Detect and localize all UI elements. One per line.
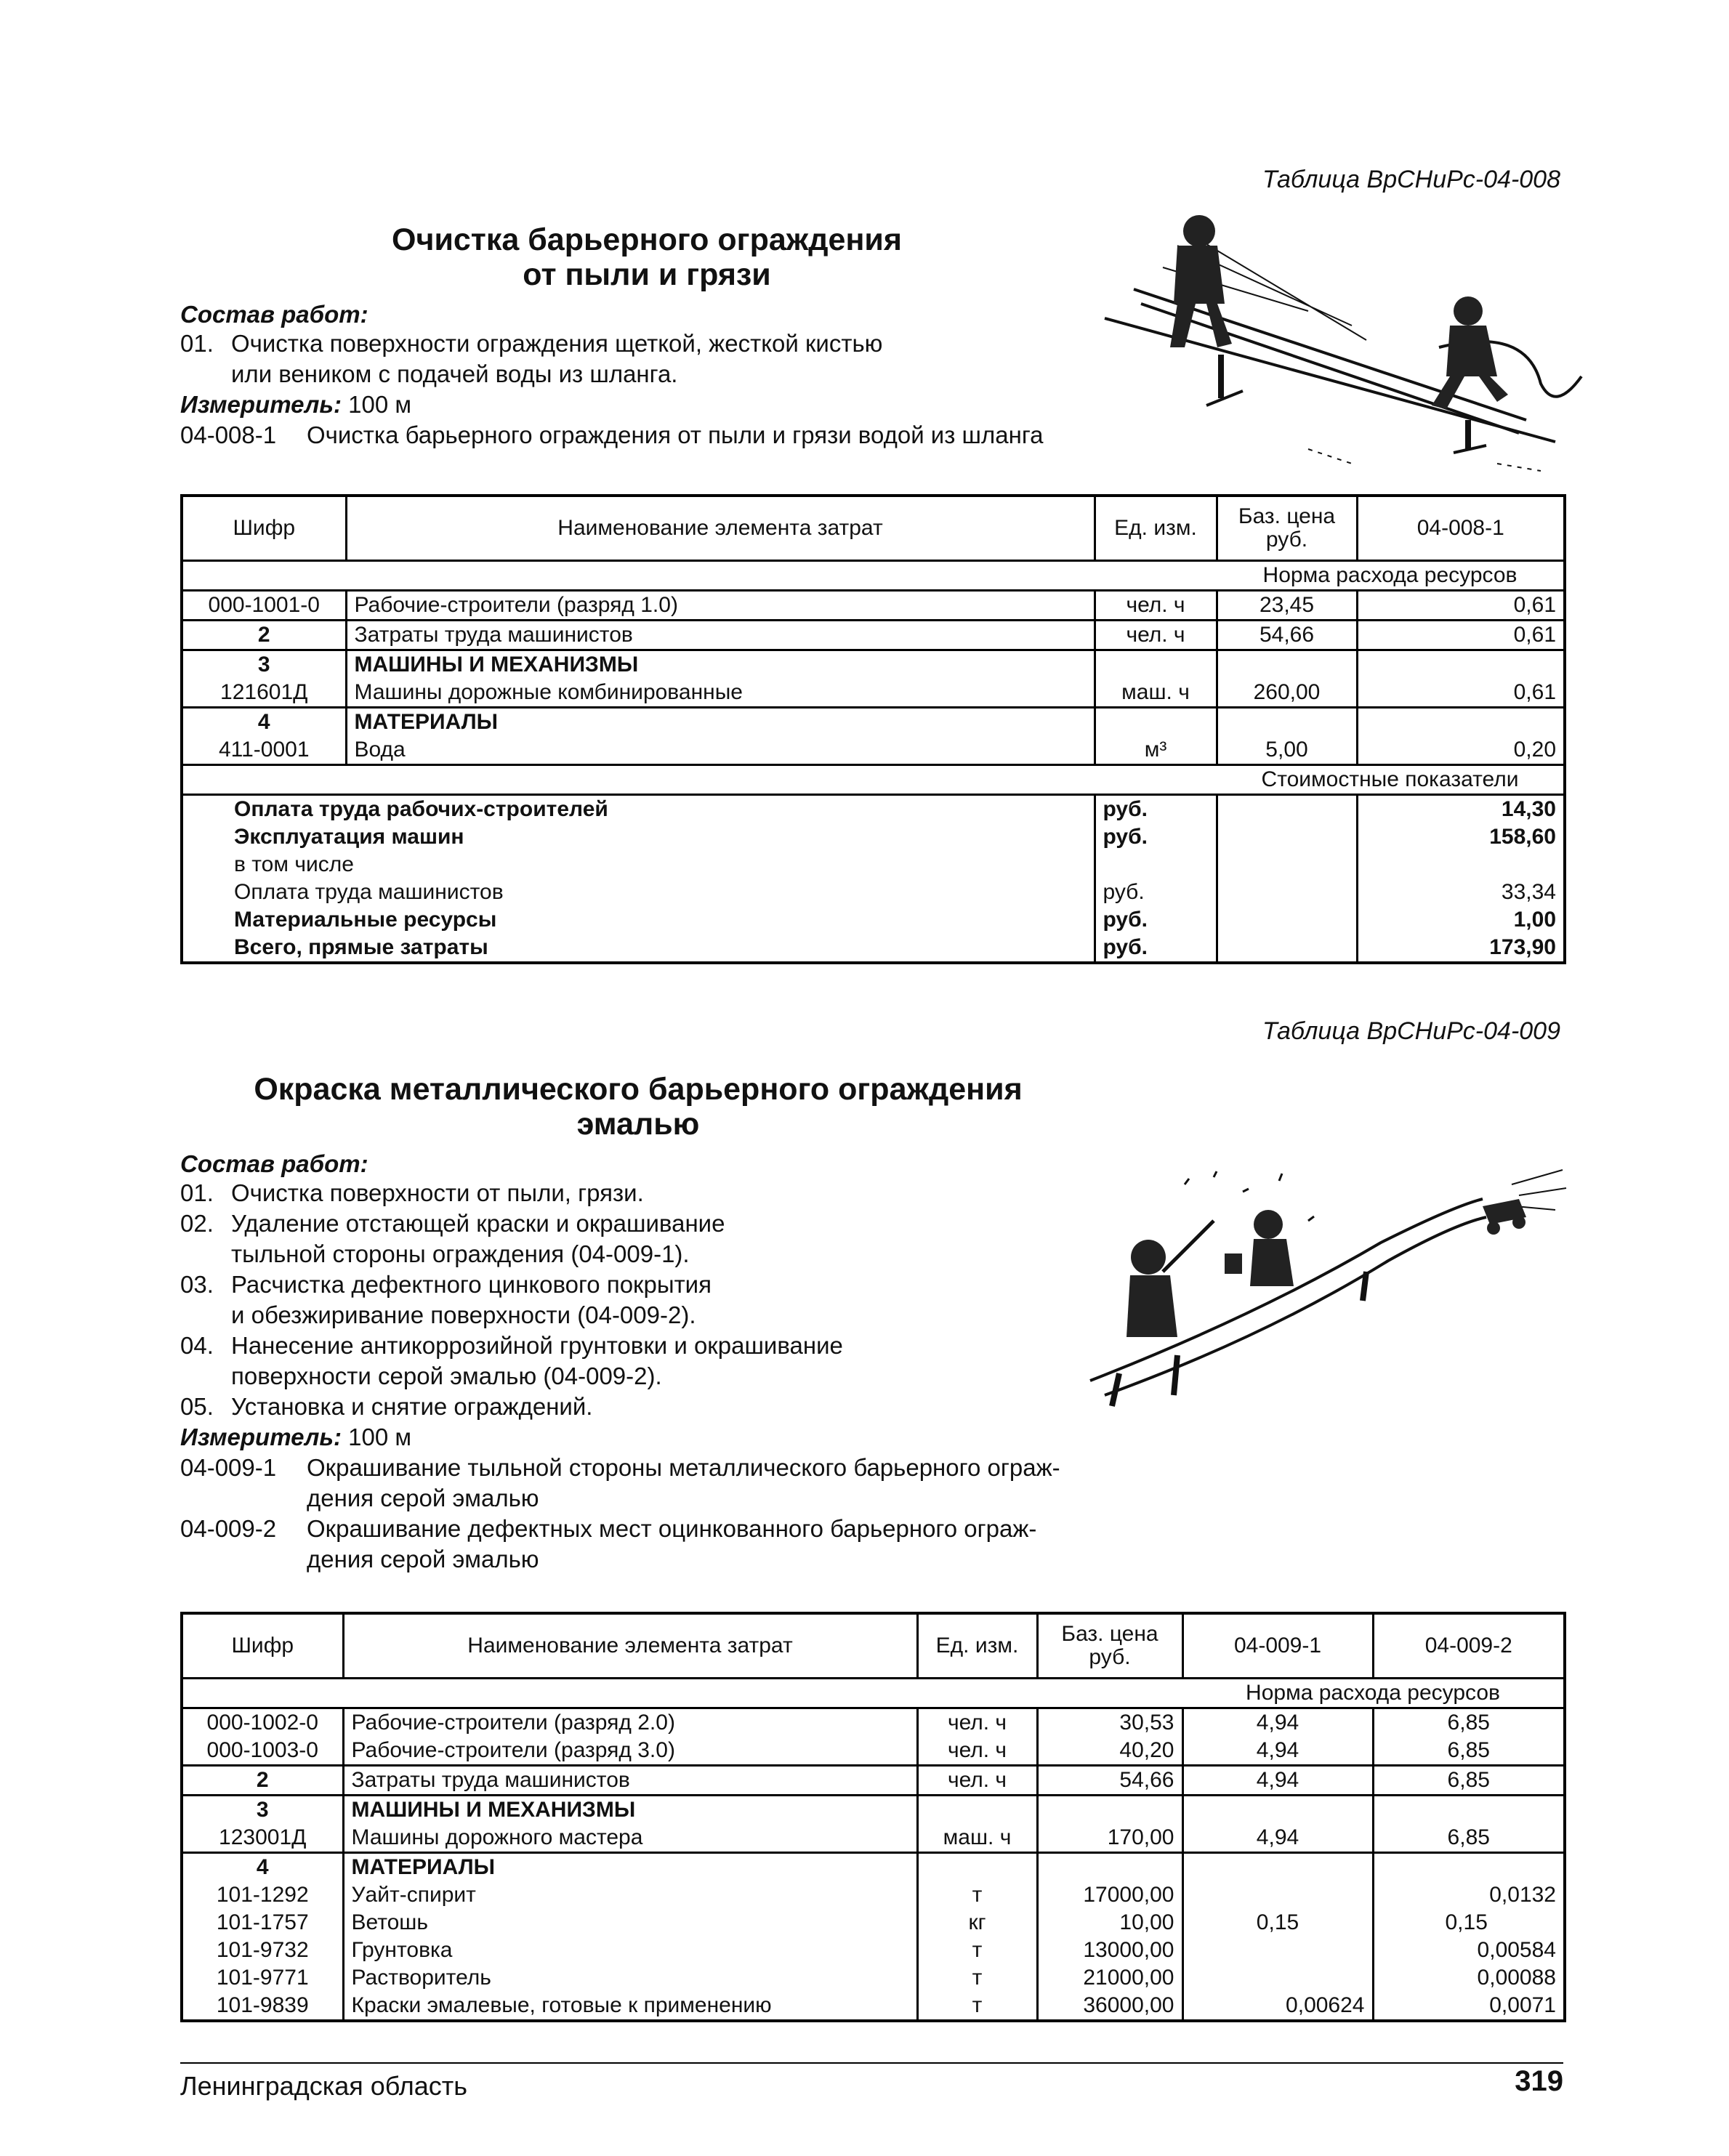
- cell-code: 000-1003-0: [182, 1737, 343, 1766]
- cell-name: Машины дорожного мастера: [343, 1824, 917, 1853]
- cell-value: 0,00624: [1182, 1992, 1373, 2021]
- cell-unit: т: [917, 1937, 1037, 1964]
- cost-value: 158,60: [1357, 823, 1565, 851]
- work-item: [180, 1331, 1060, 1361]
- work-text: Расчистка дефектного цинкового покрытия: [231, 1271, 712, 1298]
- col-header-norm: 04-009-2: [1373, 1613, 1565, 1679]
- item-text-cont: дения серой эмалью: [307, 1485, 539, 1511]
- cell-value: 6,85: [1373, 1708, 1565, 1737]
- cost-unit: руб.: [1095, 934, 1217, 963]
- resource-table-04-009: [180, 1612, 1566, 2022]
- norm-caption: Норма расхода ресурсов: [1182, 1679, 1565, 1708]
- cost-name: Материальные ресурсы: [234, 908, 497, 932]
- works-label: Состав работ:: [180, 1150, 368, 1177]
- cell-value: 0,00584: [1373, 1937, 1565, 1964]
- table-row: [182, 1737, 1565, 1766]
- cost-value: 14,30: [1357, 795, 1565, 824]
- cell-code: 2: [182, 1766, 343, 1796]
- table-row: [182, 591, 1565, 621]
- table-row: [182, 679, 1565, 708]
- cost-value: [1357, 851, 1565, 879]
- cell-value: [1182, 1853, 1373, 1882]
- cell-value: 0,61: [1357, 621, 1565, 650]
- cell-price: 170,00: [1037, 1824, 1182, 1853]
- cell-price: [1037, 1796, 1182, 1825]
- cell-unit: чел. ч: [917, 1766, 1037, 1796]
- work-item-cont: поверхности серой эмалью (04-009-2).: [231, 1362, 662, 1389]
- cell-unit: чел. ч: [917, 1708, 1037, 1737]
- work-text: Очистка поверхности ограждения щеткой, жесткой кистью: [231, 330, 883, 357]
- cleaning-workers-illustration: [1090, 202, 1584, 478]
- item-text: Окрашивание дефектных мест оцинкованного барьерного ограж-: [307, 1515, 1037, 1542]
- cell-value: 0,15: [1373, 1909, 1565, 1937]
- cost-unit: руб.: [1095, 879, 1217, 906]
- cell-unit: [917, 1853, 1037, 1882]
- col-header-norm: 04-009-1: [1182, 1613, 1373, 1679]
- work-item-cont: или веником с подачей воды из шланга.: [231, 360, 678, 387]
- table-row: [182, 1853, 1565, 1882]
- painting-workers-illustration: [1076, 1155, 1570, 1417]
- cell-price: 5,00: [1217, 736, 1357, 765]
- title-line: Очистка барьерного ограждения: [392, 222, 902, 257]
- work-num: 04.: [180, 1332, 214, 1359]
- cell-value: 0,15: [1182, 1909, 1373, 1937]
- cell-name: Рабочие-строители (разряд 1.0): [346, 591, 1095, 621]
- cost-unit: [1095, 851, 1217, 879]
- work-num: 05.: [180, 1393, 214, 1420]
- title-line: эмалью: [576, 1107, 700, 1142]
- cell-value: 6,85: [1373, 1824, 1565, 1853]
- col-header-code: Шифр: [182, 496, 346, 561]
- col-header-code: Шифр: [182, 1613, 343, 1679]
- cell-unit: [917, 1796, 1037, 1825]
- cell-unit: [1095, 650, 1217, 679]
- cell-unit: чел. ч: [917, 1737, 1037, 1766]
- item-text-cont: дения серой эмалью: [307, 1546, 539, 1572]
- cell-value: [1182, 1937, 1373, 1964]
- cell-code: 101-1292: [216, 1883, 309, 1907]
- section-title: [180, 1072, 1096, 1142]
- cell-code: 101-9771: [216, 1966, 309, 1990]
- cell-price: [1037, 1853, 1182, 1882]
- title-line: Окраска металлического барьерного ограждения: [254, 1072, 1023, 1107]
- work-num: 01.: [180, 330, 214, 357]
- table-row: [182, 1796, 1565, 1825]
- cell-unit: маш. ч: [1095, 679, 1217, 708]
- cost-row: [182, 851, 1565, 879]
- footer-region: Ленинградская область: [180, 2071, 468, 2101]
- title-line: от пыли и грязи: [523, 257, 771, 292]
- resource-table-04-008: [180, 494, 1566, 964]
- work-item: [180, 1208, 1060, 1239]
- cell-value: [1357, 650, 1565, 679]
- cell-value: 4,94: [1182, 1737, 1373, 1766]
- cell-name: Уайт-спирит: [343, 1881, 917, 1909]
- cost-row: [182, 879, 1565, 906]
- cell-name: МАТЕРИАЛЫ: [343, 1853, 917, 1882]
- cell-value: [1357, 708, 1565, 737]
- work-item: [180, 328, 1044, 359]
- cell-unit: чел. ч: [1095, 621, 1217, 650]
- cell-price: 23,45: [1217, 591, 1357, 621]
- table-row: [182, 1708, 1565, 1737]
- cell-price: [1217, 708, 1357, 737]
- col-header-price: Баз. цена руб.: [1217, 496, 1357, 561]
- cell-code: 101-9839: [216, 1993, 309, 2017]
- cell-price: 30,53: [1037, 1708, 1182, 1737]
- cell-name: Рабочие-строители (разряд 2.0): [343, 1708, 917, 1737]
- table-row: [182, 1766, 1565, 1796]
- cell-name: Ветошь: [343, 1909, 917, 1937]
- meter-value: 100 м: [348, 1424, 412, 1450]
- cell-code: 2: [182, 621, 346, 650]
- cell-name: Вода: [346, 736, 1095, 765]
- cost-row: [182, 906, 1565, 934]
- cell-value: 0,0132: [1373, 1881, 1565, 1909]
- cost-name: Оплата труда рабочих-строителей: [234, 797, 608, 821]
- work-item-cont: и обезжиривание поверхности (04-009-2).: [231, 1301, 696, 1328]
- item-code: 04-009-1: [180, 1454, 277, 1481]
- cell-value: 0,00088: [1373, 1964, 1565, 1992]
- cell-code: 3: [256, 1798, 269, 1822]
- cell-name: Рабочие-строители (разряд 3.0): [343, 1737, 917, 1766]
- work-text: Очистка поверхности от пыли, грязи.: [231, 1179, 644, 1206]
- cell-value: [1182, 1881, 1373, 1909]
- cost-name: в том числе: [234, 852, 354, 876]
- cell-name: Краски эмалевые, готовые к применению: [343, 1992, 917, 2021]
- col-header-name: Наименование элемента затрат: [346, 496, 1095, 561]
- footer-rule: [180, 2062, 1563, 2064]
- cell-unit: кг: [917, 1909, 1037, 1937]
- cell-unit: т: [917, 1964, 1037, 1992]
- cost-row: [182, 823, 1565, 851]
- cell-value: 0,61: [1357, 679, 1565, 708]
- work-num: 02.: [180, 1210, 214, 1237]
- cell-value: [1182, 1964, 1373, 1992]
- work-num: 01.: [180, 1179, 214, 1206]
- item-line: [180, 1514, 1060, 1544]
- table-row: [182, 1937, 1565, 1964]
- cell-name: Грунтовка: [343, 1937, 917, 1964]
- meter-label: Измеритель:: [180, 391, 342, 418]
- cost-name: Всего, прямые затраты: [234, 935, 488, 959]
- cell-price: 40,20: [1037, 1737, 1182, 1766]
- cell-code: 4: [256, 1855, 269, 1879]
- cell-value: 4,94: [1182, 1708, 1373, 1737]
- meter-label: Измеритель:: [180, 1424, 342, 1450]
- table-row: [182, 1964, 1565, 1992]
- cost-value: 173,90: [1357, 934, 1565, 963]
- item-text: Окрашивание тыльной стороны металлического барьерного ограж-: [307, 1454, 1060, 1481]
- col-header-price: Баз. цена руб.: [1037, 1613, 1182, 1679]
- cell-code: 411-0001: [182, 736, 346, 765]
- item-line: [180, 420, 1044, 451]
- cost-unit: руб.: [1095, 795, 1217, 824]
- cost-unit: руб.: [1095, 906, 1217, 934]
- cost-name: Оплата труда машинистов: [234, 880, 504, 904]
- table-label: Таблица ВрСНиРс-04-009: [1262, 1017, 1560, 1045]
- cell-code: 3: [257, 653, 270, 677]
- cell-unit: [1095, 708, 1217, 737]
- section-title: [262, 222, 1032, 292]
- table-row: [182, 736, 1565, 765]
- cell-code: 000-1001-0: [182, 591, 346, 621]
- cell-price: 54,66: [1217, 621, 1357, 650]
- work-text: Удаление отстающей краски и окрашивание: [231, 1210, 725, 1237]
- item-line: [180, 1453, 1060, 1483]
- cost-row: [182, 934, 1565, 963]
- cell-value: [1373, 1853, 1565, 1882]
- cell-code: 000-1002-0: [206, 1711, 318, 1735]
- cell-unit: т: [917, 1992, 1037, 2021]
- cell-value: 4,94: [1182, 1766, 1373, 1796]
- cell-value: 6,85: [1373, 1766, 1565, 1796]
- cell-code: 121601Д: [182, 679, 346, 708]
- cell-name: Затраты труда машинистов: [346, 621, 1095, 650]
- work-text: Нанесение антикоррозийной грунтовки и окрашивание: [231, 1332, 843, 1359]
- work-num: 03.: [180, 1271, 214, 1298]
- work-item: [180, 1178, 1060, 1208]
- table-row: [182, 621, 1565, 650]
- cell-unit: маш. ч: [917, 1824, 1037, 1853]
- table-label: Таблица ВрСНиРс-04-008: [1262, 166, 1560, 193]
- cell-value: [1373, 1796, 1565, 1825]
- cell-code: 101-1757: [216, 1910, 309, 1934]
- works-block: [180, 301, 1044, 451]
- cell-name: Затраты труда машинистов: [343, 1766, 917, 1796]
- col-header-norm: 04-008-1: [1357, 496, 1565, 561]
- works-block: [180, 1150, 1060, 1575]
- cell-price: [1217, 650, 1357, 679]
- col-header-unit: Ед. изм.: [917, 1613, 1037, 1679]
- item-code: 04-009-2: [180, 1515, 277, 1542]
- item-text: Очистка барьерного ограждения от пыли и грязи водой из шланга: [307, 421, 1044, 448]
- norm-caption-row: [182, 561, 1565, 591]
- cell-name: МАШИНЫ И МЕХАНИЗМЫ: [343, 1796, 917, 1825]
- table-header-row: [182, 496, 1565, 561]
- cell-name: МАТЕРИАЛЫ: [346, 708, 1095, 737]
- col-header-name: Наименование элемента затрат: [343, 1613, 917, 1679]
- cost-unit: руб.: [1095, 823, 1217, 851]
- cell-price: 36000,00: [1037, 1992, 1182, 2021]
- table-row: [182, 708, 1565, 737]
- cell-price: 54,66: [1037, 1766, 1182, 1796]
- work-item: [180, 1269, 1060, 1300]
- cell-name: МАШИНЫ И МЕХАНИЗМЫ: [346, 650, 1095, 679]
- cell-price: 21000,00: [1037, 1964, 1182, 1992]
- cell-price: 17000,00: [1037, 1881, 1182, 1909]
- cell-code: 123001Д: [182, 1824, 343, 1853]
- table-row: [182, 1992, 1565, 2021]
- meter-line: [180, 389, 1044, 420]
- table-row: [182, 1824, 1565, 1853]
- cell-value: 4,94: [1182, 1824, 1373, 1853]
- cell-price: 13000,00: [1037, 1937, 1182, 1964]
- cost-value: 1,00: [1357, 906, 1565, 934]
- cell-unit: м³: [1095, 736, 1217, 765]
- cost-name: Эксплуатация машин: [234, 825, 464, 849]
- norm-caption-row: [182, 1679, 1565, 1708]
- cell-name: Растворитель: [343, 1964, 917, 1992]
- cost-row: [182, 795, 1565, 824]
- work-text: Установка и снятие ограждений.: [231, 1393, 593, 1420]
- cell-value: 0,20: [1357, 736, 1565, 765]
- cell-value: 0,61: [1357, 591, 1565, 621]
- cost-caption: Стоимостные показатели: [1217, 765, 1565, 795]
- cell-price: 10,00: [1037, 1909, 1182, 1937]
- meter-line: [180, 1422, 1060, 1453]
- table-row: [182, 650, 1565, 679]
- cell-unit: т: [917, 1881, 1037, 1909]
- cell-value: 6,85: [1373, 1737, 1565, 1766]
- cell-value: [1182, 1796, 1373, 1825]
- work-item: [180, 1392, 1060, 1422]
- table-header-row: [182, 1613, 1565, 1679]
- cost-caption-row: [182, 765, 1565, 795]
- cell-code: 101-9732: [216, 1938, 309, 1962]
- meter-value: 100 м: [348, 391, 412, 418]
- table-row: [182, 1881, 1565, 1909]
- work-item-cont: тыльной стороны ограждения (04-009-1).: [231, 1240, 690, 1267]
- cell-value: 0,0071: [1373, 1992, 1565, 2021]
- cost-value: 33,34: [1357, 879, 1565, 906]
- cell-price: 260,00: [1217, 679, 1357, 708]
- cell-unit: чел. ч: [1095, 591, 1217, 621]
- cell-code: 4: [257, 710, 270, 734]
- page-number: 319: [1515, 2065, 1563, 2097]
- cell-name: Машины дорожные комбинированные: [346, 679, 1095, 708]
- item-code: 04-008-1: [180, 421, 277, 448]
- norm-caption: Норма расхода ресурсов: [1217, 561, 1565, 591]
- col-header-unit: Ед. изм.: [1095, 496, 1217, 561]
- works-label: Состав работ:: [180, 301, 368, 328]
- table-row: [182, 1909, 1565, 1937]
